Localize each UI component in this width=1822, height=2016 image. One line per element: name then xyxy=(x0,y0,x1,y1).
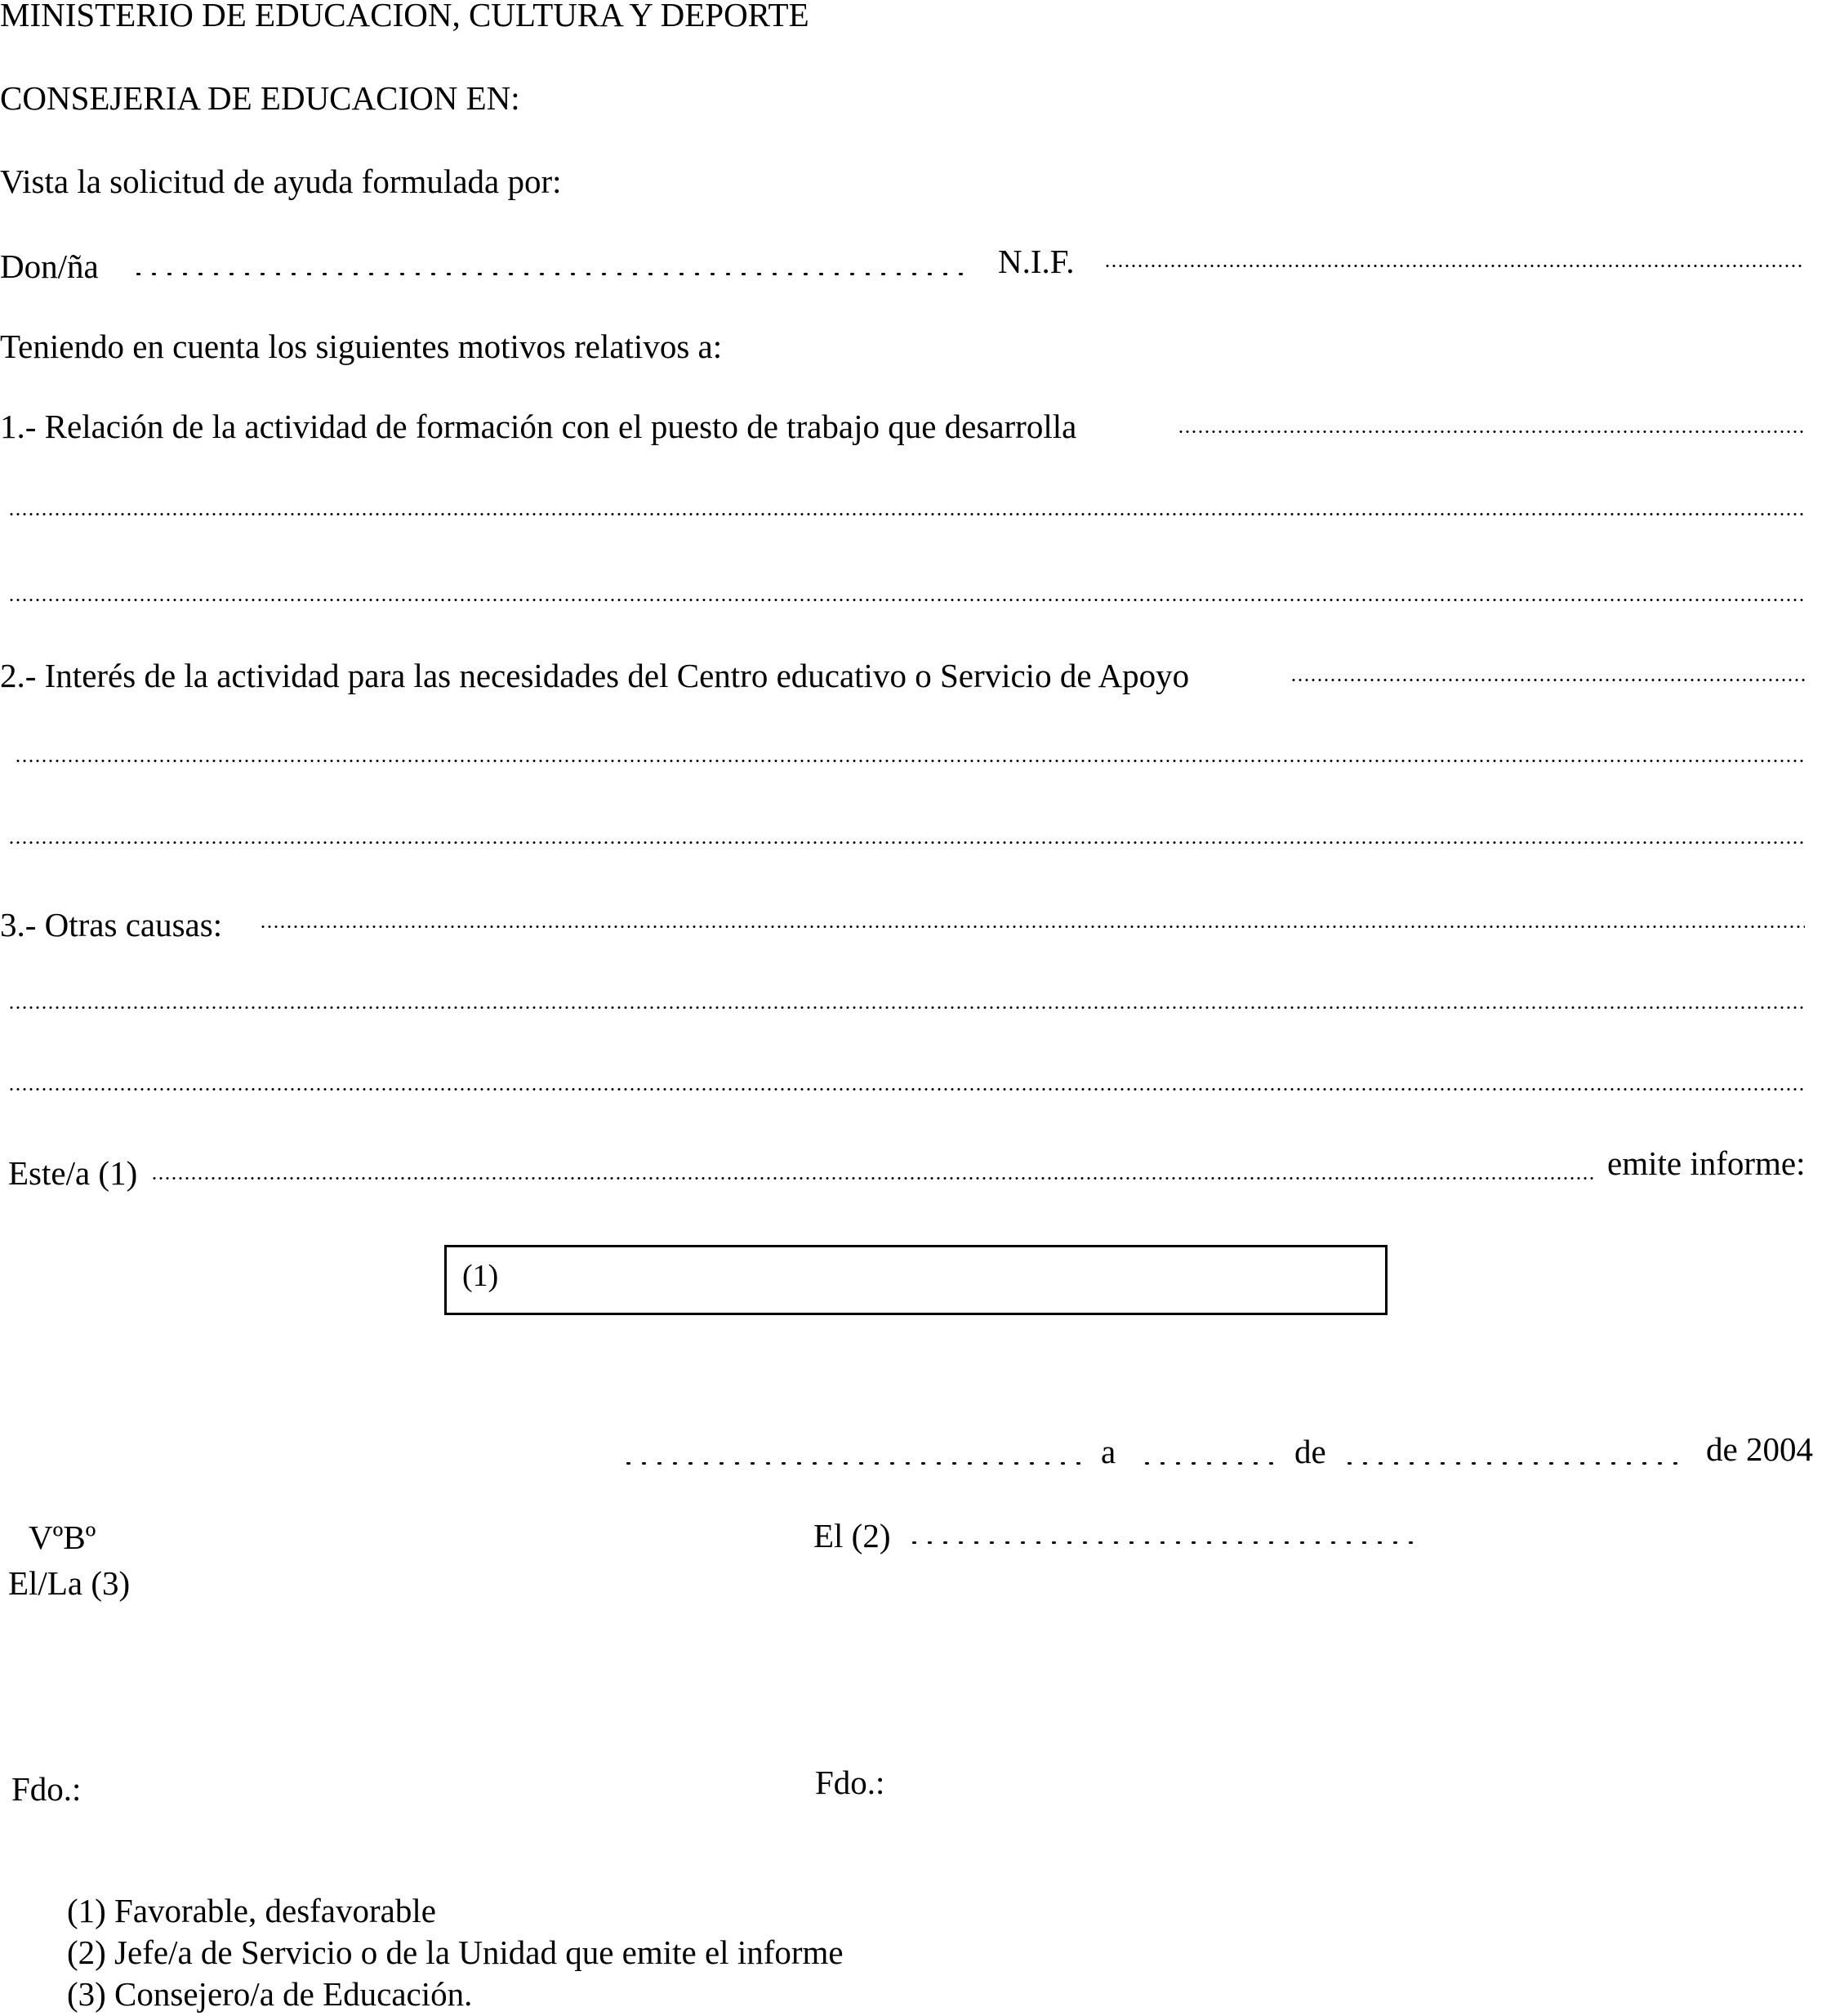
report-result-box[interactable] xyxy=(444,1245,1388,1315)
approval-label: VºBº xyxy=(29,1519,96,1556)
motive-1-line-3[interactable] xyxy=(8,599,1805,601)
approver-label: El/La (3) xyxy=(8,1564,131,1602)
issuer-field[interactable] xyxy=(151,1177,1597,1180)
motive-1-label: 1.- Relación de la actividad de formación con el puesto de trabajo que desarrolla xyxy=(0,408,1077,445)
date-day-field[interactable] xyxy=(1139,1462,1274,1466)
issuer-label: Este/a (1) xyxy=(8,1154,138,1192)
reporter-label: El (2) xyxy=(813,1517,891,1554)
footnote-1: (1) Favorable, desfavorable xyxy=(67,1892,436,1929)
request-intro: Vista la solicitud de ayuda formulada por: xyxy=(0,163,562,200)
ministry-title: MINISTERIO DE EDUCACION, CULTURA Y DEPORTE xyxy=(0,0,809,33)
motive-3-field[interactable] xyxy=(260,925,1805,928)
date-a-label: a xyxy=(1101,1433,1116,1470)
date-de-label: de xyxy=(1294,1433,1326,1470)
date-year-label: de 2004 xyxy=(1706,1430,1813,1468)
motive-2-label: 2.- Interés de la actividad para las necesidades del Centro educativo o Servicio de Apoyo xyxy=(0,657,1190,694)
reporter-field[interactable] xyxy=(907,1541,1413,1545)
motive-1-line-2[interactable] xyxy=(8,513,1805,515)
report-box-label: (1) xyxy=(462,1259,499,1293)
name-field[interactable] xyxy=(131,273,964,277)
motive-1-field[interactable] xyxy=(1178,430,1805,433)
nif-label: N.I.F. xyxy=(998,243,1075,280)
council-title: CONSEJERIA DE EDUCACION EN: xyxy=(0,79,520,117)
name-label: Don/ña xyxy=(0,248,99,285)
fdo-right-label: Fdo.: xyxy=(815,1764,885,1801)
issuer-suffix: emite informe: xyxy=(1607,1144,1806,1182)
footnote-3: (3) Consejero/a de Educación. xyxy=(67,1975,473,2013)
motive-2-field[interactable] xyxy=(1290,679,1805,681)
motive-3-line-2[interactable] xyxy=(8,1006,1805,1009)
motives-intro: Teniendo en cuenta los siguientes motivos relativos a: xyxy=(0,328,723,365)
footnote-2: (2) Jefe/a de Servicio o de la Unidad que emite el informe xyxy=(67,1933,844,1971)
date-place-field[interactable] xyxy=(621,1462,1090,1466)
motive-3-label: 3.- Otras causas: xyxy=(0,906,223,943)
nif-field[interactable] xyxy=(1104,265,1805,267)
date-month-field[interactable] xyxy=(1342,1462,1685,1466)
fdo-left-label: Fdo.: xyxy=(11,1770,82,1808)
motive-2-line-3[interactable] xyxy=(8,841,1805,844)
motive-3-line-3[interactable] xyxy=(8,1088,1805,1091)
motive-2-line-2[interactable] xyxy=(15,760,1805,762)
